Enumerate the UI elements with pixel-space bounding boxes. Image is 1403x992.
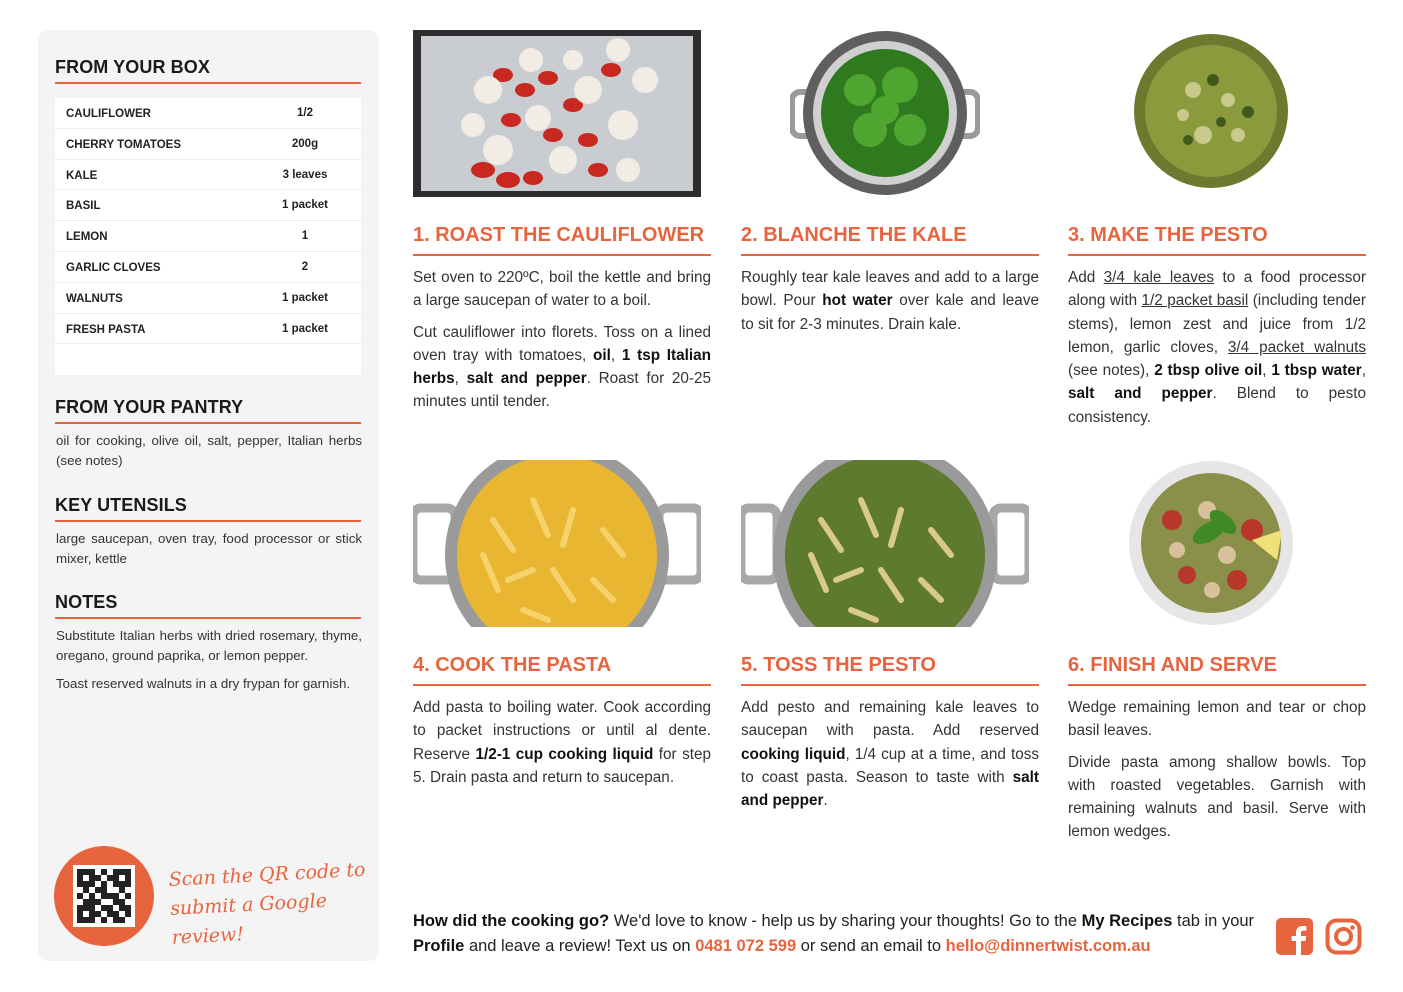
step-1-paragraph: Cut cauliflower into florets. Toss on a lined oven tray with tomatoes, oil, 1 tsp Italian herbs, salt and pepper. Roast for 20-25 minutes until tender. <box>413 323 712 411</box>
toss-pesto-photo <box>741 460 1029 627</box>
step-1-body <box>413 266 711 414</box>
ingredient-name: GARLIC CLOVES <box>66 261 161 274</box>
ingredient-row <box>55 252 361 283</box>
step-4-paragraph: Add pasta to boiling water. Cook according to packet instructions or until al dente. Reserve 1/2-1 cup cooking liquid for step 5. Drain pasta and return to saucepan. <box>413 699 712 786</box>
utensils-title: KEY UTENSILS <box>55 495 187 515</box>
step-2-title: 2. BLANCHE THE KALE <box>741 224 1039 256</box>
title-rule <box>55 422 361 424</box>
step-6-paragraph: Divide pasta among shallow bowls. Top with roasted vegetables. Garnish with remaining walnuts and basil. Serve with lemon wedges. <box>1068 753 1366 841</box>
ingredient-qty: 1/2 <box>297 107 313 119</box>
qr-caption-line: submit a Google review! <box>169 889 328 949</box>
pesto-photo <box>1133 30 1289 192</box>
phone-link[interactable]: 0481 072 599 <box>695 937 797 955</box>
title-rule <box>55 520 361 522</box>
utensils-paragraph: large saucepan, oven tray, food processor or stick mixer, kettle <box>56 531 362 566</box>
step-2-paragraph: Roughly tear kale leaves and add to a large bowl. Pour hot water over kale and leave to sit for 2-3 minutes. Drain kale. <box>741 269 1039 333</box>
step-3-body <box>1068 266 1366 429</box>
ingredient-qty: 1 packet <box>281 291 329 304</box>
ingredient-name: FRESH PASTA <box>66 323 146 336</box>
step-6-title: 6. FINISH AND SERVE <box>1068 654 1366 686</box>
utensils-text <box>56 529 362 569</box>
ingredient-row <box>55 283 361 314</box>
ingredient-row <box>55 221 361 252</box>
note-paragraph: Substitute Italian herbs with dried rosemary, thyme, oregano, ground paprika, or lemon pepper. <box>56 628 362 663</box>
title-rule <box>55 82 361 84</box>
step-5-paragraph: Add pesto and remaining kale leaves to saucepan with pasta. Add reserved cooking liquid, 1/4 cup at a time, and toss to coast pasta. Season to taste with salt and pepper. <box>741 699 1039 810</box>
step-1-title: 1. ROAST THE CAULIFLOWER <box>413 224 711 256</box>
step-6-paragraph: Wedge remaining lemon and tear or chop basil leaves. <box>1068 699 1366 740</box>
ingredient-qty: 1 packet <box>281 199 329 212</box>
step-4-body <box>413 696 711 789</box>
ingredient-row <box>55 129 361 160</box>
sidebar <box>38 30 379 961</box>
step-5-body <box>741 696 1039 812</box>
title-rule <box>55 617 361 619</box>
ingredient-row <box>55 314 361 345</box>
step-1-paragraph: Set oven to 220ºC, boil the kettle and bring a large saucepan of water to a boil. <box>413 269 711 310</box>
ingredient-name: CHERRY TOMATOES <box>66 138 182 151</box>
ingredient-row <box>55 98 361 129</box>
profile-link[interactable]: Profile <box>413 937 465 955</box>
qr-code-pattern <box>77 869 131 923</box>
instagram-icon[interactable] <box>1325 918 1362 955</box>
ingredient-qty: 3 leaves <box>282 168 328 181</box>
pantry-title: FROM YOUR PANTRY <box>55 397 244 417</box>
blanch-kale-photo <box>790 30 980 197</box>
note-paragraph: Toast reserved walnuts in a dry frypan for garnish. <box>56 676 351 691</box>
step-3-title: 3. MAKE THE PESTO <box>1068 224 1366 256</box>
my-recipes-link[interactable]: My Recipes <box>1081 912 1173 930</box>
qr-code[interactable] <box>73 865 135 927</box>
ingredient-name: KALE <box>66 169 98 182</box>
qr-caption-line: Scan the QR code to <box>168 858 366 891</box>
facebook-icon[interactable] <box>1276 918 1313 955</box>
pantry-paragraph: oil for cooking, olive oil, salt, pepper, Italian herbs (see notes) <box>56 433 362 468</box>
notes-text <box>56 626 362 694</box>
email-link[interactable]: hello@dinnertwist.com.au <box>945 937 1151 955</box>
ingredient-name: CAULIFLOWER <box>66 108 151 120</box>
feedback-footer: How did the cooking go? We'd love to know - help us by sharing your thoughts! Go to the My Recipes tab in your Profile and leave a review! Text us on 0481 072 599 or send an email to hello@dinnertwist.com.au <box>413 912 1255 955</box>
ingredient-name: WALNUTS <box>66 292 123 305</box>
ingredient-qty: 200g <box>291 137 319 150</box>
step-3-paragraph: Add 3/4 kale leaves to a food processor along with 1/2 packet basil (including tender stems), lemon zest and juice from 1/2 lemon, garlic cloves, 3/4 packet walnuts (see notes), 2 tbsp olive oil, 1 tbsp water, salt and pepper. Blend to pesto consistency. <box>1068 269 1367 426</box>
ingredient-row <box>55 190 361 221</box>
roast-cauliflower-photo <box>413 30 701 197</box>
finished-dish-photo <box>1127 460 1295 627</box>
ingredient-qty: 1 packet <box>281 322 329 335</box>
step-5-title: 5. TOSS THE PESTO <box>741 654 1039 686</box>
step-4-title: 4. COOK THE PASTA <box>413 654 711 686</box>
pantry-text <box>56 431 362 471</box>
ingredients-table <box>55 98 361 375</box>
ingredient-name: LEMON <box>66 231 108 244</box>
from-your-box-title: FROM YOUR BOX <box>55 57 210 77</box>
ingredient-row <box>55 160 361 191</box>
qr-caption <box>168 856 372 953</box>
footer-question: How did the cooking go? <box>413 912 610 930</box>
cook-pasta-photo <box>413 460 701 627</box>
ingredient-name: BASIL <box>66 200 101 213</box>
notes-title: NOTES <box>55 592 118 612</box>
step-6-body <box>1068 696 1366 844</box>
ingredient-qty: 1 <box>301 230 309 243</box>
qr-code-badge[interactable] <box>54 846 154 946</box>
step-2-body <box>741 266 1039 336</box>
ingredient-qty: 2 <box>301 260 309 273</box>
